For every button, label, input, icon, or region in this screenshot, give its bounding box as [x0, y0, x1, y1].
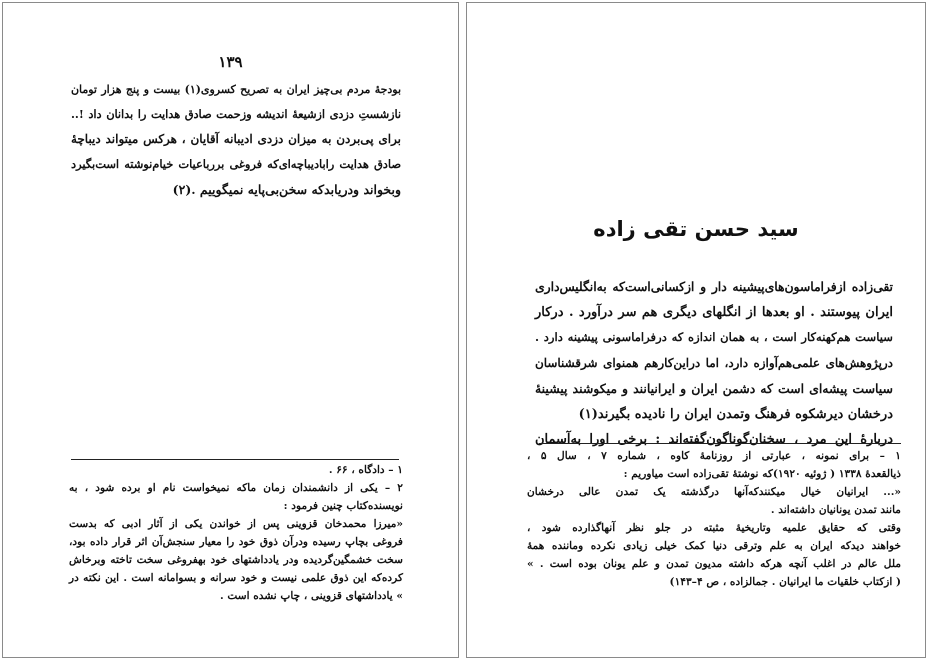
- footnote-line: ۱ – برای نمونه ، عبارتی از روزنامهٔ کاوه ، شماره ۷ ، سال ۵ ،: [527, 450, 901, 462]
- footnote-line: خواهند دیدکه ایران به علم وترقی دنیا کمک خیلی زیادی نکرده وماننده همهٔ: [527, 540, 901, 552]
- footnote-line: «... ایرانیان خیال میکنندکه‌آنها درگذشته یک تمدن عالی درخشان: [527, 486, 901, 498]
- footnote-line: » یادداشتهای قزوینی ، چاپ نشده است .: [219, 590, 403, 602]
- body-line: سیاست پیشه‌ای است که دشمن ایران و ایرانیانند و میکوشند پیشینهٔ: [535, 381, 893, 396]
- footnote-line: ( ازکتاب خلقیات ما ایرانیان . جمالزاده ، ص ۴–۱۴۳): [669, 576, 901, 588]
- body-line: تقی‌زاده ازفراماسون‌های‌پیشینه‌ دار و ازکسانی‌است‌که به‌انگلیس‌داری: [535, 279, 893, 294]
- footnote-line: ۲ – یکی از دانشمندان زمان ماکه نمیخواست نام او برده شود ، به: [69, 482, 403, 494]
- body-line: درپژوهش‌های علمی‌هم‌آوازه دارد، اما دراین‌کارهم همنوای شرقشناسان: [535, 355, 893, 370]
- footnote-line: کرده‌که این ذوق علمی نیست و خود سرانه و بسوامانه است . این نکته در: [69, 572, 403, 584]
- body-line: بودجهٔ مردم بی‌چیز ایران به تصریح کسروی(۱) بیست و پنج هزار تومان: [71, 83, 401, 96]
- left-body-text: [71, 77, 401, 202]
- page-number: ۱۳۹: [218, 53, 243, 71]
- body-line: درباره‌ٔ این مرد ، سخنان‌گوناگون‌گفته‌اند : برخی اورا به‌آسمان: [535, 432, 893, 447]
- footnote-line: ملل عالم در اغلب آنچه هرکه داشته مدیون تمدن و علم یونان بوده است . »: [527, 558, 901, 570]
- footnote-line: ۱ – دادگاه ، ۶۶ .: [328, 464, 403, 476]
- right-footnotes: [527, 447, 901, 591]
- footnote-line: نویسنده‌کتاب چنین فرمود :: [283, 500, 403, 512]
- body-line: ایران پیوستند . او بعدها از انگلهای دیگری هم سر درآورد . درکار: [535, 304, 893, 320]
- footnote-divider: [71, 459, 399, 460]
- chapter-heading: سید حسن تقی زاده: [593, 217, 799, 241]
- footnote-line: «میرزا محمدخان قزوینی پس از خواندن یکی از آثار ادبی که بدست: [69, 518, 403, 530]
- footnote-line: مانند تمدن یونانیان داشته‌اند .: [770, 504, 901, 516]
- right-page: [466, 2, 926, 658]
- body-line: نازشستِ دزدی ازشیعهٔ اندیشه وزحمت صادق هدایت را بدانان داد !..: [71, 107, 401, 121]
- footnote-divider: [539, 443, 901, 444]
- footnote-line: وقتی که حقایق علمیه وتاریخیهٔ مثبته در جلو نظر آنهاگذارده شود ،: [527, 522, 901, 534]
- footnote-line: ذیالقعدهٔ ۱۳۳۸ ( ژوئیه ۱۹۲۰)که نوشتهٔ تقی‌زاده است میاوریم :: [623, 468, 901, 480]
- left-page: [2, 2, 459, 658]
- footnote-line: سخت خشمگین‌گردیده ودر یادداشتهای خود بهفروغی سخت تاخته وبرخاش: [69, 554, 403, 566]
- body-line: صادق هدایت رابادیباچه‌ای‌که فروغی بررباعیات خیام‌نوشته است‌بگیرد: [71, 157, 401, 171]
- left-footnotes: [69, 461, 403, 605]
- body-line: وبخواند ودریابدکه سخن‌بی‌پایه نمیگوییم .(۲): [172, 182, 401, 197]
- body-line: سیاست هم‌کهنه‌کار است ، به همان اندازه که درفراماسونی پیشینه دارد .: [535, 330, 893, 344]
- body-line: برای پی‌بردن به میزان دزدی ادیبانه آقایان ، هرکس میتواند دیباچهٔ: [71, 132, 401, 146]
- footnote-line: فروغی بچاپ رسیده ودرآن ذوق خود را معیار سنجش‌آن اثر قرار داده بود،: [69, 536, 403, 548]
- right-body-text: [535, 274, 893, 453]
- body-line: درخشان دیرشکوه فرهنگ وتمدن ایران را نادیده بگیرند(۱): [578, 406, 893, 422]
